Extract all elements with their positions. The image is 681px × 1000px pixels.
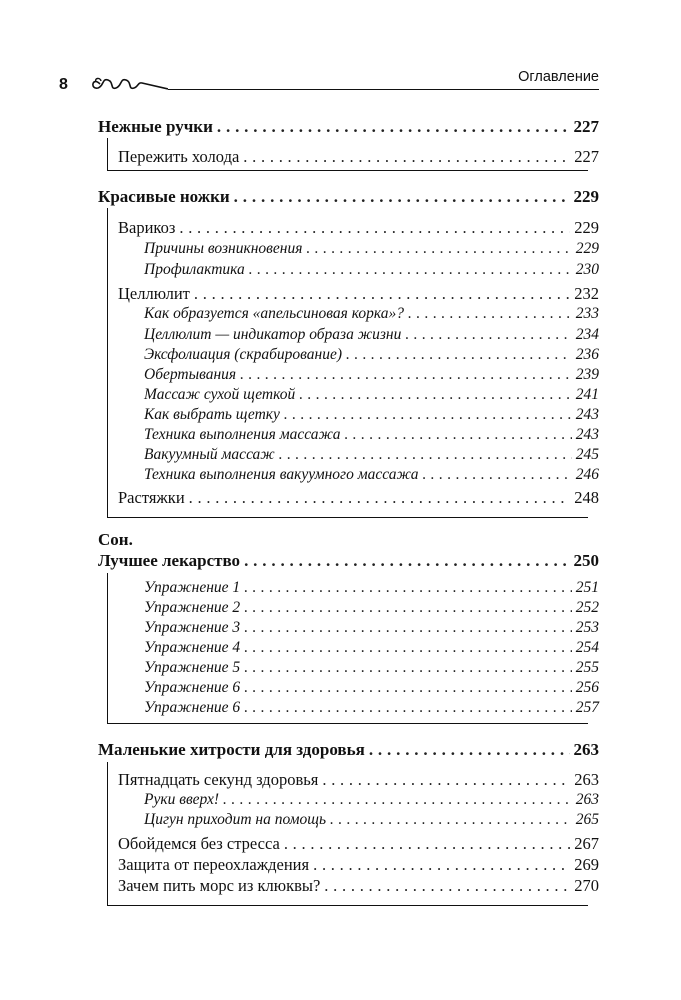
toc-entry[interactable] [118, 218, 599, 238]
entry-title: Техника выполнения вакуумного массажа [144, 466, 419, 483]
entry-page: 254 [575, 639, 599, 656]
entry-title: Лучшее лекарство [98, 551, 241, 570]
entry-title: Пятнадцать секунд здоровья [118, 770, 319, 789]
entry-page: 252 [575, 599, 599, 616]
entry-page: 229 [574, 218, 599, 237]
entry-title: Варикоз [118, 218, 176, 237]
leader-dots [244, 638, 572, 658]
entry-title: Упражнение 4 [144, 639, 241, 656]
entry-page: 253 [575, 619, 599, 636]
entry-page: 263 [573, 740, 599, 759]
leader-dots [223, 790, 572, 810]
entry-title: Пережить холода [118, 147, 240, 166]
leader-dots [244, 678, 572, 698]
running-header [0, 70, 681, 100]
entry-title: Цигун приходит на помощь [144, 811, 327, 828]
leader-dots [369, 740, 570, 760]
leader-dots [240, 365, 572, 385]
entry-page: 251 [575, 579, 599, 596]
toc-entry[interactable] [118, 855, 599, 875]
entry-title: Растяжки [118, 488, 185, 507]
entry-page: 241 [575, 386, 599, 403]
entry-page: 243 [575, 406, 599, 423]
entry-page: 248 [574, 488, 599, 507]
leader-dots [244, 698, 572, 718]
leader-dots [306, 239, 571, 259]
leader-dots [405, 325, 571, 345]
leader-dots [243, 147, 570, 167]
toc-entry[interactable] [144, 325, 599, 345]
entry-page: 255 [575, 659, 599, 676]
entry-title: Упражнение 6 [144, 679, 241, 696]
entry-page: 229 [575, 240, 599, 257]
toc-entry[interactable] [144, 790, 599, 810]
entry-page: 263 [574, 770, 599, 789]
flourish-ornament-icon [88, 72, 168, 96]
entry-page: 227 [574, 147, 599, 166]
entry-page: 236 [575, 346, 599, 363]
toc-entry[interactable] [118, 147, 599, 167]
leader-dots [422, 465, 571, 485]
toc-entry[interactable] [144, 810, 599, 830]
entry-title: Причины возникновения [144, 240, 303, 257]
entry-page: 256 [575, 679, 599, 696]
leader-dots [244, 578, 572, 598]
toc-entry[interactable] [144, 638, 599, 658]
entry-title: Целлюлит — индикатор образа жизни [144, 326, 402, 343]
leader-dots [299, 385, 571, 405]
entry-page: 245 [575, 446, 599, 463]
toc-entry[interactable] [144, 658, 599, 678]
entry-title: Вакуумный массаж [144, 446, 275, 463]
entry-page: 230 [575, 261, 599, 278]
entry-page: 239 [575, 366, 599, 383]
leader-dots [244, 598, 572, 618]
entry-title: Руки вверх! [144, 791, 220, 808]
leader-dots [189, 488, 571, 508]
leader-dots [284, 405, 572, 425]
leader-dots [244, 551, 569, 571]
toc-entry[interactable] [118, 488, 599, 508]
leader-dots [234, 187, 570, 207]
leader-dots [408, 304, 572, 324]
entry-title: Массаж сухой щеткой [144, 386, 296, 403]
entry-page: 270 [574, 876, 599, 895]
entry-title: Целлюлит [118, 284, 190, 303]
leader-dots [279, 445, 572, 465]
toc-entry[interactable] [118, 770, 599, 790]
entry-page: 267 [574, 834, 599, 853]
entry-title: Маленькие хитрости для здоровья [98, 740, 365, 759]
entry-page: 257 [575, 699, 599, 716]
entry-title: Нежные ручки [98, 117, 213, 136]
leader-dots [217, 117, 570, 137]
leader-dots [179, 218, 570, 238]
entry-page: 269 [574, 855, 599, 874]
entry-page: 229 [573, 187, 599, 206]
entry-page: 265 [575, 811, 599, 828]
entry-title: Зачем пить морс из клюквы? [118, 876, 321, 895]
leader-dots [194, 284, 570, 304]
entry-title: Профилактика [144, 261, 245, 278]
leader-dots [249, 260, 572, 280]
toc-entry[interactable] [144, 304, 599, 324]
entry-page: 246 [575, 466, 599, 483]
section-name: Оглавление [518, 69, 599, 85]
page-number: 8 [59, 76, 68, 93]
leader-dots [330, 810, 572, 830]
toc-entry[interactable] [118, 834, 599, 854]
leader-dots [346, 345, 572, 365]
entry-title: Красивые ножки [98, 187, 230, 206]
toc-entry[interactable] [144, 598, 599, 618]
entry-title: Упражнение 1 [144, 579, 241, 596]
toc-entry[interactable] [144, 618, 599, 638]
entry-title: Техника выполнения массажа [144, 426, 341, 443]
entry-page: 243 [575, 426, 599, 443]
toc-entry[interactable] [98, 551, 599, 571]
toc-entry[interactable] [144, 405, 599, 425]
leader-dots [313, 855, 570, 875]
toc-entry[interactable] [118, 284, 599, 304]
entry-page: 263 [575, 791, 599, 808]
entry-title: Упражнение 6 [144, 699, 241, 716]
entry-title: Защита от переохлаждения [118, 855, 310, 874]
entry-title: Упражнение 5 [144, 659, 241, 676]
toc-entry[interactable] [144, 345, 599, 365]
leader-dots [322, 770, 570, 790]
entry-title: Как образуется «апельсиновая корка»? [144, 305, 405, 322]
entry-title: Как выбрать щетку [144, 406, 280, 423]
leader-dots [244, 618, 572, 638]
leader-dots [324, 876, 570, 896]
toc-entry[interactable] [98, 187, 599, 207]
entry-title: Упражнение 3 [144, 619, 241, 636]
toc-entry[interactable] [144, 678, 599, 698]
toc-entry[interactable] [144, 578, 599, 598]
entry-title: Обойдемся без стресса [118, 834, 280, 853]
toc-entry[interactable] [144, 239, 599, 259]
toc-entry[interactable] [98, 740, 599, 760]
toc-entry[interactable] [144, 365, 599, 385]
entry-page: 227 [573, 117, 599, 136]
toc-entry[interactable] [144, 385, 599, 405]
section-heading: Сон. [98, 530, 133, 549]
entry-page: 233 [575, 305, 599, 322]
toc-entry[interactable] [98, 117, 599, 137]
toc-entry[interactable] [144, 260, 599, 280]
toc-entry[interactable] [118, 876, 599, 896]
entry-page: 232 [574, 284, 599, 303]
header-rule [168, 89, 599, 90]
leader-dots [344, 425, 571, 445]
leader-dots [244, 658, 572, 678]
toc-entry[interactable] [144, 465, 599, 485]
entry-page: 234 [575, 326, 599, 343]
toc-entry[interactable] [144, 698, 599, 718]
entry-title: Обертывания [144, 366, 237, 383]
entry-page: 250 [573, 551, 599, 570]
toc-entry[interactable] [144, 445, 599, 465]
entry-title: Эксфолиация (скрабирование) [144, 346, 342, 363]
toc-entry[interactable] [144, 425, 599, 445]
leader-dots [284, 834, 570, 854]
entry-title: Упражнение 2 [144, 599, 241, 616]
